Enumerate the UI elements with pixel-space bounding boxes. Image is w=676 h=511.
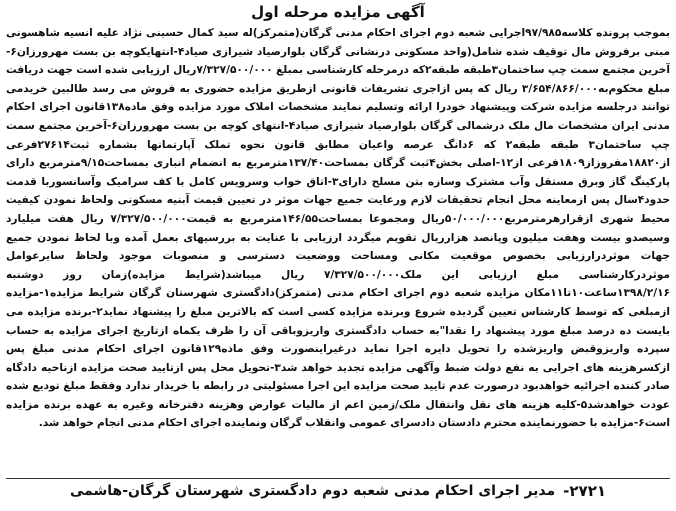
notice-number: ۲۷۲۱- — [563, 482, 607, 500]
notice-footer — [6, 478, 670, 503]
notice-body: بموجب پرونده کلاسه۹۷/۹۸۵اجرایی شعبه دوم اجرای احکام مدنی گرگان(متمرکز)له سید کمال حسینی نژاد علیه انسیه شاهسونی مبنی برفروش مال توقیف شده شامل(واحد مسکونی درنشانی گرگان بلوارصیاد شیرازی صیاد۴-انتهایکوچه بن بست مهرورزان۶-آخرین مجتمع سمت چپ ساختمان۳طبقه طبقه۲که درمرحله کارشناسی بمبلغ ۷/۳۲۷/۵۰۰/۰۰۰ریال ارزیابی شده است جهت دریافت مبلغ محکوم‌به۳/۶۵۴/۸۶۶/۰۰۰ ریال که پس ازاجری تشریفات قانونی ازطریق مزایده حضوری به فروش می رسد طالبین خریدمی توانند درجلسه مزایده شرکت وپیشنهاد خودرا ارائه وتسلیم نمایند مشخصات املاک مورد مزایده وفق ماده۱۳۸قانون اجرای احکام مدنی ایران مشخصات مال ملک درشمالی گرگان بلوارصیاد شیرازی صیاد۴-انتهای کوچه بن بست مهرورزان۶-آخرین مجتمع سمت چپ ساختمان۳ طبقه طبقه۲ که ۶دانگ عرصه واعیان مطابق قانون نحوه تملک آپارتمانها بشماره ثبت۲۷۶۱۴فرعی از۱۸۸۲۰مفروزاز۱۸۰۹فرعی از۱۲-اصلی بخش۴ثبت گرگان بمساحت۱۳۷/۴۰مترمربع به انضمام انباری بمساحت۹/۱۵مترمربع دارای پارکینگ گاز وبرق مستقل وآب مشترک وسازه بتن مسلح دارای۳-اتاق خواب وسرویس کامل با کف سرامیک وآسانسوربا قدمت حدود۴سال پس ازمعاینه محل انجام تحقیقات لازم ورعایت جمیع جهات موثر در تعیین قیمت آبنیه مسکونی ولحاظ نمودن کیفیت محیط شهری ازقرارهرمترمربع۵۰/۰۰۰/۰۰۰ریال ومجموعا بمساحت۱۴۶/۵۵مترمربع به قیمت۷/۳۲۷/۵۰۰/۰۰۰ ریال هفت میلیارد وسیصدو بیست وهفت میلیون وپانصد هزارریال تقویم میگردد ارزیابی با عنایت به بررسیهای بعمل آمده وبا لحاظ نمودن جمیع جهات موثردرارزیابی بخصوص موقعیت مکانی ومساحت ووضعیت دسترسی و منصوبات موجود ولحاظ سایرعوامل موثردرکارشناسی مبلغ ارزیابی این ملک۷/۳۲۷/۵۰۰/۰۰۰ ریال میباشد(شرایط مزایده)زمان روز دوشنبه ۱۳۹۸/۲/۱۶ساعت۱۰تا۱۱مکان مزایده شعبه دوم اجرای احکام مدنی (متمرکز)دادگستری شهرستان گرگان شرایط مزایده۱-مزایده ازمبلغی که توسط کارشناس تعیین گردیده شروع وبرنده مزایده کسی است که بالاترین مبلغ را پیشنهاد نماید۲-برنده مزایده می بایست ده درصد مبلغ مورد پیشنهاد را نقدا"به حساب دادگستری واریزوباقی آن را ظرف یکماه ازتاریخ اجرای مزایده به حساب سپرده واریزوقبض واریزشده را تحویل دایره اجرا نماید درغیراینصورت وفق ماده۱۲۹قانون اجرای احکام مدنی مبلغ پس ازکسرهزینه های اجرایی به نفع دولت ضبط وآگهی مزایده تجدید خواهد شد۳-تحویل محل پس ازتایید صحت مزایده ازناحیه دادگاه صادر کننده اجرائیه خواهدبود درصورت عدم تایید صحت مزایده این اجرا مسئولیتی در رابطه با خریدار ندارد وفقط مبلغ تودیع شده عودت خواهدشد۵-کلیه هزینه های نقل وانتقال ملک/زمین اعم از مالیات عوارض وهزینه دفترخانه وغیره به عهده برنده مزایده است۶-مزایده با حضورنماینده محترم دادستان دادسرای عمومی وانقلاب گرگان ونماینده اجرای احکام مدنی انجام خواهد شد. — [6, 27, 670, 430]
notice-signature: مدیر اجرای احکام مدنی شعبه دوم دادگستری شهرستان گرگان-هاشمی — [69, 483, 556, 499]
auction-notice — [6, 2, 670, 507]
notice-title: آگهی مزایده مرحله اول — [251, 3, 425, 21]
